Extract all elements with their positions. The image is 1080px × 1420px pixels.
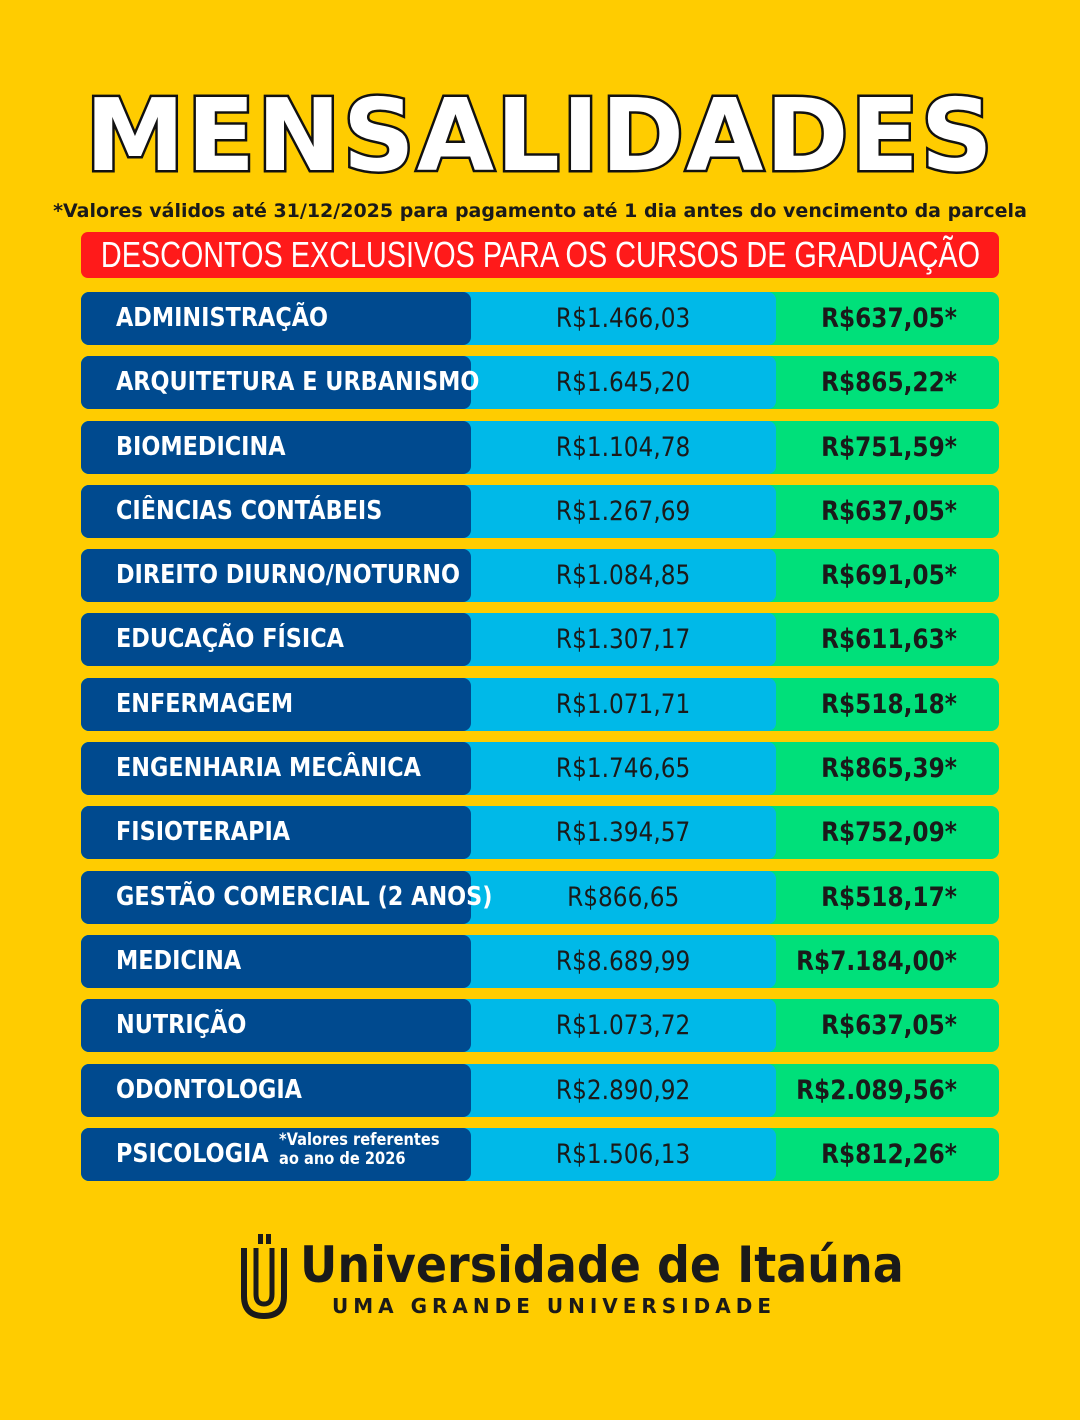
full-price: R$1.073,72	[556, 1010, 691, 1042]
discount-price: R$812,26*	[821, 1138, 957, 1170]
university-logo	[240, 1232, 904, 1322]
course-name: CIÊNCIAS CONTÁBEIS	[116, 495, 383, 526]
table-row	[81, 292, 999, 345]
discount-price: R$865,39*	[821, 753, 957, 785]
full-price: R$1.084,85	[556, 560, 691, 592]
banner-text: DESCONTOS EXCLUSIVOS PARA OS CURSOS DE GRADUAÇÃO	[100, 234, 980, 275]
course-name: NUTRIÇÃO	[116, 1010, 247, 1041]
table-row	[81, 485, 999, 538]
discount-price: R$637,05*	[821, 495, 957, 527]
table-row	[81, 935, 999, 988]
discount-price: R$865,22*	[821, 367, 957, 399]
course-name: ENFERMAGEM	[116, 688, 294, 719]
full-price: R$866,65	[567, 881, 680, 913]
university-name: Universidade de Itaúna	[300, 1236, 904, 1294]
discount-price: R$752,09*	[821, 817, 957, 849]
table-row	[81, 871, 999, 924]
course-name: ENGENHARIA MECÂNICA	[116, 753, 421, 784]
university-tagline: UMA GRANDE UNIVERSIDADE	[332, 1294, 776, 1318]
table-row	[81, 613, 999, 666]
course-name: BIOMEDICINA	[116, 431, 286, 462]
full-price: R$1.267,69	[556, 495, 691, 527]
discount-price: R$691,05*	[821, 560, 957, 592]
course-name: FISIOTERAPIA	[116, 817, 291, 848]
table-row	[81, 421, 999, 474]
full-price: R$8.689,99	[556, 945, 691, 977]
discount-price: R$637,05*	[821, 303, 957, 334]
full-price: R$2.890,92	[556, 1074, 691, 1106]
price-table	[81, 292, 999, 1192]
discount-price: R$751,59*	[821, 431, 957, 463]
full-price: R$1.104,78	[556, 431, 691, 463]
discount-banner	[81, 232, 999, 278]
table-row	[81, 999, 999, 1052]
full-price: R$1.645,20	[556, 367, 691, 399]
course-name: MEDICINA	[116, 945, 242, 976]
course-name: EDUCAÇÃO FÍSICA	[116, 624, 344, 655]
table-row	[81, 742, 999, 795]
full-price: R$1.746,65	[556, 753, 691, 785]
course-note-line: ao ano de 2026	[279, 1148, 406, 1169]
validity-note: *Valores válidos até 31/12/2025 para pagamento até 1 dia antes do vencimento da parcela	[53, 200, 1027, 222]
course-name: PSICOLOGIA	[116, 1138, 269, 1169]
discount-price: R$7.184,00*	[796, 945, 957, 977]
course-name: GESTÃO COMERCIAL (2 ANOS)	[116, 881, 493, 912]
table-row	[81, 678, 999, 731]
table-row	[81, 1064, 999, 1117]
table-row	[81, 1128, 999, 1181]
table-row	[81, 806, 999, 859]
university-emblem-icon	[240, 1232, 288, 1320]
page-title: MENSALIDADES	[85, 77, 995, 194]
table-row	[81, 356, 999, 409]
course-name: ADMINISTRAÇÃO	[116, 303, 329, 333]
full-price: R$1.394,57	[556, 817, 691, 849]
discount-price: R$518,17*	[821, 881, 957, 913]
course-name: ODONTOLOGIA	[116, 1074, 302, 1105]
full-price: R$1.506,13	[556, 1138, 691, 1170]
discount-price: R$2.089,56*	[796, 1074, 957, 1106]
full-price: R$1.071,71	[556, 688, 691, 720]
course-name: ARQUITETURA E URBANISMO	[116, 367, 480, 398]
course-name: DIREITO DIURNO/NOTURNO	[116, 560, 460, 591]
full-price: R$1.466,03	[556, 303, 691, 334]
discount-price: R$611,63*	[821, 624, 957, 656]
discount-price: R$518,18*	[821, 688, 957, 720]
course-note-line: *Valores referentes	[279, 1129, 440, 1150]
full-price: R$1.307,17	[556, 624, 691, 656]
course-note	[279, 1131, 440, 1169]
table-row	[81, 549, 999, 602]
discount-price: R$637,05*	[821, 1010, 957, 1042]
